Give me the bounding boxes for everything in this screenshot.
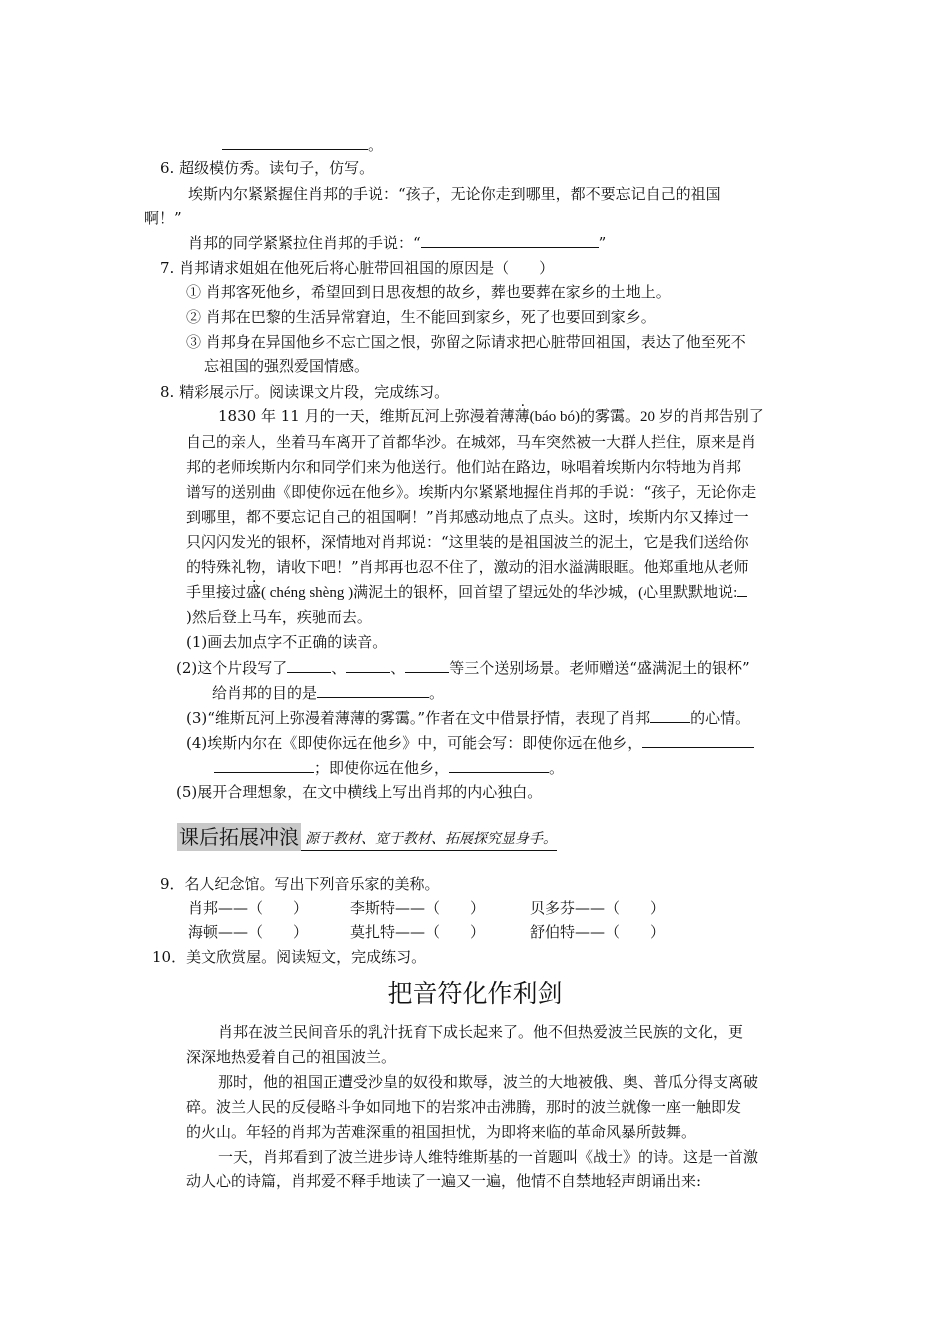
- q9-item: 贝多芬——（ ）: [530, 899, 666, 917]
- q8-sub-2: (2)这个片段写了 、 、 等三个送别场景。老师赠送“盛满泥土的银杯”: [176, 659, 750, 677]
- q8-sub-4: (4)埃斯内尔在《即使你远在他乡》中，可能会写：即使你远在他乡，: [186, 732, 754, 754]
- q9-item: 海顿——（ ）: [188, 923, 309, 941]
- q8-sub-5: (5)展开合理想象，在文中横线上写出肖邦的内心独白。: [176, 783, 543, 801]
- q8-passage-line: 的特殊礼物，请收下吧！”肖邦再也忍不住了，激动的泪水溢满眼眶。他郑重地从老师: [186, 558, 749, 576]
- q8-passage-line: 自己的亲人，坐着马车离开了首都华沙。在城郊，马车突然被一大群人拦住，原来是肖: [186, 433, 757, 451]
- article-line: 肖邦在波兰民间音乐的乳汁抚育下成长起来了。他不但热爱波兰民族的文化，更: [218, 1023, 744, 1041]
- inner-monologue-blank[interactable]: [737, 581, 747, 597]
- answer-blank[interactable]: [405, 657, 449, 673]
- q8-sub-4-cont: ；即使你远在他乡， 。: [214, 757, 564, 779]
- q8-passage-line: 只闪闪发光的银杯，深情地对肖邦说：“这里装的是祖国波兰的泥土，它是我们送给你: [186, 533, 749, 551]
- q7-title: 7. 肖邦请求姐姐在他死后将心脏带回祖国的原因是（ ）: [160, 259, 555, 277]
- q6-answer-blank[interactable]: [421, 232, 599, 248]
- answer-blank[interactable]: [287, 657, 331, 673]
- q9-item: 李斯特——（ ）: [350, 899, 486, 917]
- q8-passage-line: 邦的老师埃斯内尔和同学们来为他送行。他们站在路边，咏唱着埃斯内尔特地为肖邦: [186, 458, 742, 476]
- q7-option-3-cont: 忘祖国的强烈爱国情感。: [204, 357, 370, 375]
- answer-blank[interactable]: [449, 757, 549, 773]
- article-title: 把音符化作利剑: [387, 979, 563, 1008]
- section-subtitle: 源于教材、宽于教材、拓展探究显身手。: [301, 829, 557, 851]
- dotted-character: 盛: [246, 583, 262, 601]
- section-title: 课后拓展冲浪: [179, 825, 299, 849]
- q7-option-2[interactable]: ② 肖邦在巴黎的生活异常窘迫，生不能回到家乡，死了也要回到家乡。: [186, 308, 656, 326]
- q8-sub-3: (3)“维斯瓦河上弥漫着薄薄的雾霭。”作者在文中借景抒情，表现了肖邦 的心情。: [186, 709, 751, 727]
- q6-example-line2: 啊！”: [144, 209, 182, 227]
- q8-passage-line: )然后登上马车，疾驰而去。: [186, 608, 372, 626]
- q8-sub-2-cont: 给肖邦的目的是 。: [212, 684, 445, 702]
- answer-blank[interactable]: [650, 707, 690, 723]
- article-line: 那时，他的祖国正遭受沙皇的奴役和欺辱，波兰的大地被俄、奥、普瓜分得支离破: [218, 1073, 759, 1091]
- q9-title: 9．名人纪念馆。写出下列音乐家的美称。: [160, 875, 440, 893]
- article-line: 深深地热爱着自己的祖国波兰。: [186, 1048, 397, 1066]
- answer-blank[interactable]: [346, 657, 390, 673]
- q6-title: 6. 超级模仿秀。读句子，仿写。: [160, 159, 375, 177]
- q8-passage-line: 1830 年 11 月的一天，维斯瓦河上弥漫着薄薄(báo bó)的雾霭。20 岁的肖邦告别了: [218, 407, 764, 425]
- q10-title: 10．美文欣赏屋。阅读短文，完成练习。: [152, 948, 427, 966]
- q8-passage-line: 谱写的送别曲《即使你远在他乡》。埃斯内尔紧紧地握住肖邦的手说：“孩子，无论你走: [186, 483, 757, 501]
- dotted-character: 薄: [514, 407, 530, 425]
- q9-item: 肖邦——（ ）: [188, 899, 309, 917]
- q8-passage-line: 手里接过盛( chéng shèng )满泥土的银杯，回首望了望远处的华沙城，(心里默默地说:: [186, 581, 747, 604]
- article-line: 的火山。年轻的肖邦为苦难深重的祖国担忧，为即将来临的革命风暴所鼓舞。: [186, 1123, 697, 1141]
- article-line: 一天，肖邦看到了波兰进步诗人维特维斯基的一首题叫《战士》的诗。这是一首激: [218, 1148, 759, 1166]
- answer-blank[interactable]: [222, 134, 368, 150]
- q7-option-3[interactable]: ③ 肖邦身在异国他乡不忘亡国之恨，弥留之际请求把心脏带回祖国，表达了他至死不: [186, 333, 746, 351]
- answer-blank[interactable]: [214, 757, 314, 773]
- q6-prompt: 肖邦的同学紧紧拉住肖邦的手说：“ ”: [188, 234, 607, 252]
- answer-blank[interactable]: [642, 732, 754, 748]
- article-line: 碎。波兰人民的反侵略斗争如同地下的岩浆冲击沸腾，那时的波兰就像一座一触即发: [186, 1098, 742, 1116]
- q7-option-1[interactable]: ① 肖邦客死他乡，希望回到日思夜想的故乡，葬也要葬在家乡的土地上。: [186, 283, 671, 301]
- section-banner: [177, 823, 557, 851]
- q8-passage-line: 到哪里，都不要忘记自己的祖国啊！”肖邦感动地点了点头。这时，埃斯内尔又捧过一: [186, 508, 749, 526]
- q6-example-line1: 埃斯内尔紧紧握住肖邦的手说：“孩子，无论你走到哪里，都不要忘记自己的祖国: [188, 185, 721, 203]
- q8-sub-1: (1)画去加点字不正确的读音。: [186, 633, 388, 651]
- answer-blank[interactable]: [317, 682, 429, 698]
- answer-line-continuation: 。: [222, 134, 383, 156]
- q8-title: 8. 精彩展示厅。阅读课文片段，完成练习。: [160, 383, 450, 401]
- q9-item: 莫扎特——（ ）: [350, 923, 486, 941]
- article-line: 动人心的诗篇，肖邦爱不释手地读了一遍又一遍，他情不自禁地轻声朗诵出来:: [186, 1172, 702, 1190]
- q9-item: 舒伯特——（ ）: [530, 923, 666, 941]
